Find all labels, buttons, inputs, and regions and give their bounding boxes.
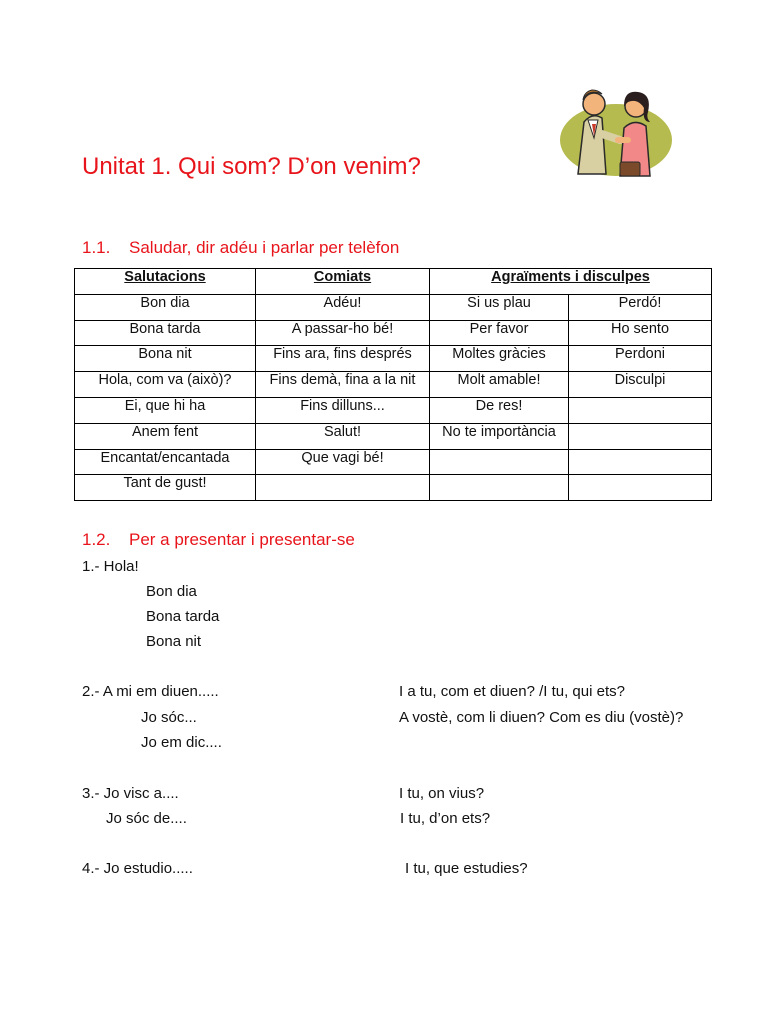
table-cell: No te importància — [430, 423, 569, 449]
table-cell: Fins ara, fins després — [256, 346, 430, 372]
section-number: 1.2. — [82, 530, 111, 549]
item-1-sub: Bon dia — [146, 583, 197, 600]
section-heading-2 — [82, 530, 355, 550]
vocabulary-table — [74, 268, 712, 501]
table-row — [75, 346, 712, 372]
section-title: Saludar, dir adéu i parlar per telèfon — [129, 238, 400, 257]
table-cell: Ei, que hi ha — [75, 397, 256, 423]
table-cell: Bona tarda — [75, 320, 256, 346]
table-row — [75, 423, 712, 449]
table-row — [75, 294, 712, 320]
section-heading-1 — [82, 238, 399, 258]
table-cell: Bon dia — [75, 294, 256, 320]
table-cell: De res! — [430, 397, 569, 423]
item-1-sub: Bona tarda — [146, 608, 220, 625]
table-cell: Ho sento — [569, 320, 712, 346]
table-cell: Anem fent — [75, 423, 256, 449]
header-comiats: Comiats — [256, 269, 430, 295]
item-4-lead: 4.- Jo estudio..... — [82, 860, 193, 877]
item-4-question: I tu, que estudies? — [405, 860, 528, 877]
table-cell — [569, 397, 712, 423]
page-title: Unitat 1. Qui som? D’on venim? — [82, 153, 421, 180]
item-3-sub: Jo sóc de.... — [106, 810, 187, 827]
section-title: Per a presentar i presentar-se — [129, 530, 355, 549]
table-cell: Perdó! — [569, 294, 712, 320]
section-number: 1.1. — [82, 238, 111, 257]
item-2-lead: 2.- A mi em diuen..... — [82, 683, 219, 700]
table-cell: Disculpi — [569, 372, 712, 398]
table-cell: Adéu! — [256, 294, 430, 320]
table-cell: Moltes gràcies — [430, 346, 569, 372]
item-3-question: I tu, on vius? — [399, 785, 485, 802]
header-salutacions: Salutacions — [75, 269, 256, 295]
table-cell: A passar-ho bé! — [256, 320, 430, 346]
table-row — [75, 449, 712, 475]
table-cell: Bona nit — [75, 346, 256, 372]
handshake-illustration — [558, 78, 674, 182]
table-cell: Hola, com va (això)? — [75, 372, 256, 398]
table-cell: Que vagi bé! — [256, 449, 430, 475]
table-cell: Si us plau — [430, 294, 569, 320]
table-row — [75, 320, 712, 346]
table-cell: Fins dilluns... — [256, 397, 430, 423]
table-cell: Molt amable! — [430, 372, 569, 398]
table-cell: Encantat/encantada — [75, 449, 256, 475]
table-row — [75, 397, 712, 423]
table-cell: Per favor — [430, 320, 569, 346]
table-cell — [569, 449, 712, 475]
table-row — [75, 475, 712, 501]
item-2-sub: Jo sóc... — [141, 709, 197, 726]
table-cell — [256, 475, 430, 501]
table-body — [75, 294, 712, 500]
table-cell: Fins demà, fina a la nit — [256, 372, 430, 398]
table-cell — [569, 475, 712, 501]
table-cell: Salut! — [256, 423, 430, 449]
table-cell — [430, 449, 569, 475]
table-cell: Tant de gust! — [75, 475, 256, 501]
table-cell — [430, 475, 569, 501]
table-cell — [569, 423, 712, 449]
item-2-question: A vostè, com li diuen? Com es diu (vostè)? — [399, 709, 684, 726]
item-3-question: I tu, d’on ets? — [400, 810, 491, 827]
header-agraiments: Agraïments i disculpes — [430, 269, 712, 295]
item-2-question: I a tu, com et diuen? /I tu, qui ets? — [399, 683, 625, 700]
table-row — [75, 372, 712, 398]
table-cell: Perdoni — [569, 346, 712, 372]
item-1-lead: 1.- Hola! — [82, 558, 139, 575]
item-3-lead: 3.- Jo visc a.... — [82, 785, 179, 802]
item-2-sub: Jo em dic.... — [141, 734, 222, 751]
item-1-sub: Bona nit — [146, 633, 202, 650]
table-header-row — [75, 269, 712, 295]
